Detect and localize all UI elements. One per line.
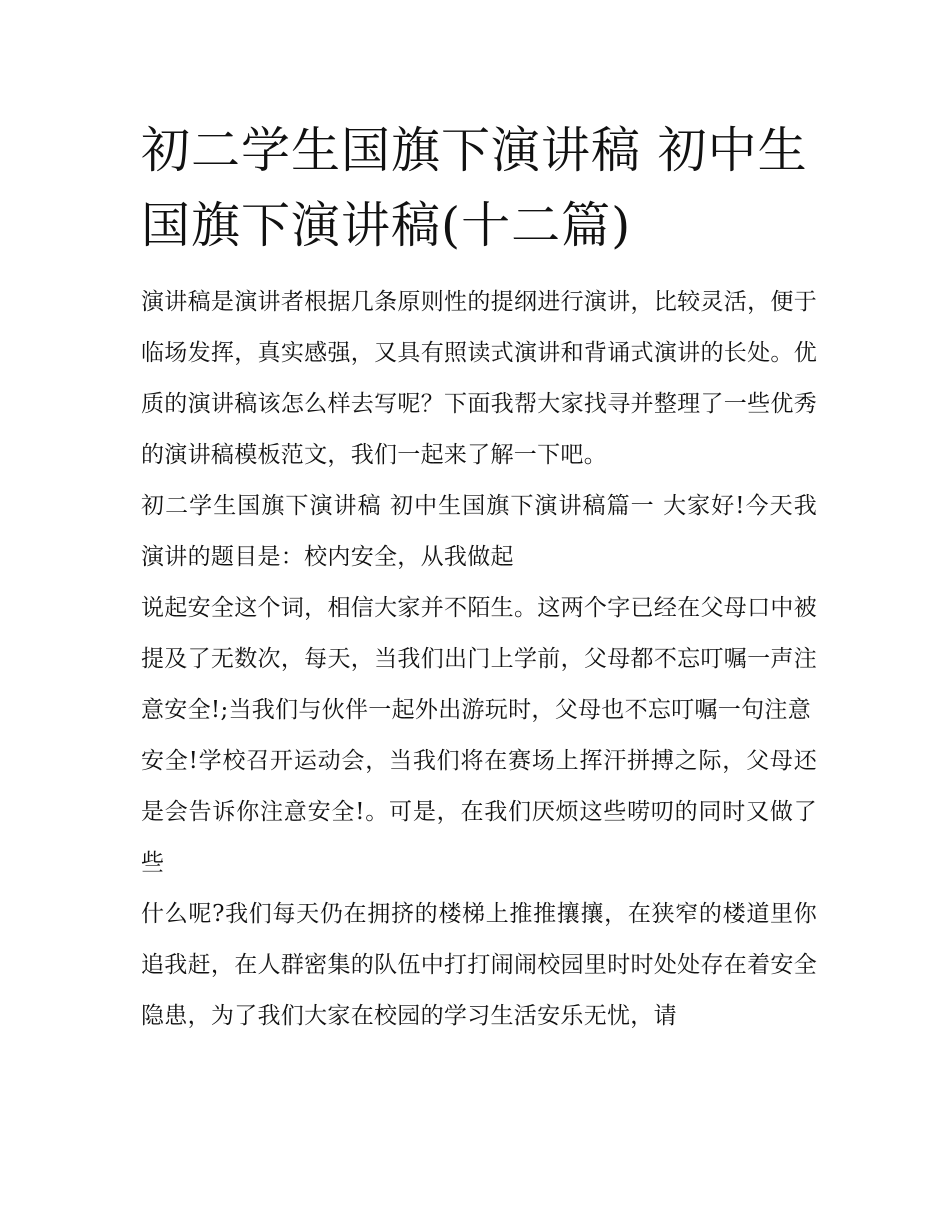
paragraph-speech-opening: 初二学生国旗下演讲稿 初中生国旗下演讲稿篇一 大家好!今天我演讲的题目是：校内安全，从我做起 [141,493,817,570]
document-title: 初二学生国旗下演讲稿 初中生国旗下演讲稿(十二篇) [141,122,808,254]
document-body [141,277,817,1042]
paragraph-safety-reminders: 说起安全这个词，相信大家并不陌生。这两个字已经在父母口中被提及了无数次，每天，当我们出门上学前，父母都不忘叮嘱一声注意安全!;当我们与伙伴一起外出游玩时，父母也不忘叮嘱一句注意 [141,595,817,723]
paragraph-sports-meeting: 安全!学校召开运动会，当我们将在赛场上挥汗拼搏之际，父母还是会告诉你注意安全!。可是，在我们厌烦这些唠叨的同时又做了些 [141,748,817,876]
paragraph-intro: 演讲稿是演讲者根据几条原则性的提纲进行演讲，比较灵活，便于临场发挥，真实感强，又具有照读式演讲和背诵式演讲的长处。优质的演讲稿该怎么样去写呢？下面我帮大家找寻并整理了一些优秀的演讲稿模板范文，我们一起来了解一下吧。 [141,289,817,468]
paragraph-campus-hazards: 什么呢?我们每天仍在拥挤的楼梯上推推攘攘，在狭窄的楼道里你追我赶，在人群密集的队伍中打打闹闹校园里时时处处存在着安全隐患，为了我们大家在校园的学习生活安乐无忧，请 [141,901,817,1029]
